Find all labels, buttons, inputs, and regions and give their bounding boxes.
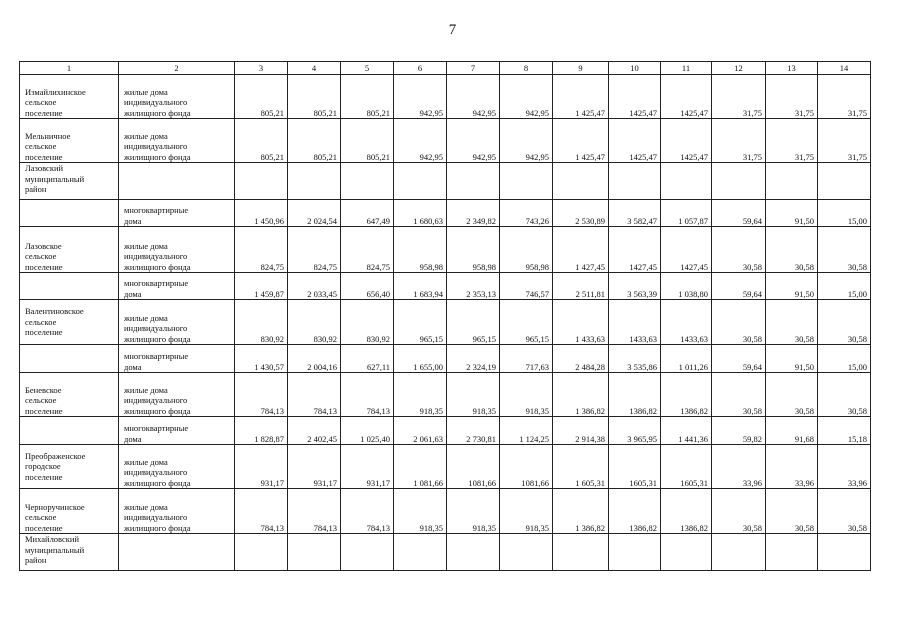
value-cell: 1 057,87 [661, 200, 712, 227]
value-cell: 1 828,87 [235, 417, 288, 445]
table-row [20, 75, 871, 119]
value-cell: 2 024,54 [288, 200, 341, 227]
value-cell [235, 163, 288, 200]
settlement-name-cell [20, 417, 119, 445]
housing-type-cell [119, 534, 235, 571]
housing-type-cell: многоквартирные дома [119, 417, 235, 445]
value-cell: 1 425,47 [553, 119, 609, 163]
value-cell: 2 033,45 [288, 273, 341, 300]
value-cell: 942,95 [500, 119, 553, 163]
value-cell: 1605,31 [661, 445, 712, 489]
value-cell: 1 683,94 [394, 273, 447, 300]
column-header: 11 [661, 62, 712, 75]
value-cell: 1081,66 [447, 445, 500, 489]
value-cell: 30,58 [818, 373, 871, 417]
value-cell: 1427,45 [609, 227, 661, 273]
settlement-name-cell: Беневское сельское поселение [20, 373, 119, 417]
value-cell: 958,98 [394, 227, 447, 273]
column-header: 10 [609, 62, 661, 75]
value-cell: 1433,63 [661, 300, 712, 345]
settlement-name-cell: Валентиновское сельское поселение [20, 300, 119, 345]
value-cell: 942,95 [500, 75, 553, 119]
value-cell: 1 459,87 [235, 273, 288, 300]
value-cell: 656,40 [341, 273, 394, 300]
column-header: 5 [341, 62, 394, 75]
value-cell [341, 163, 394, 200]
value-cell: 1386,82 [609, 489, 661, 534]
value-cell: 30,58 [818, 300, 871, 345]
value-cell: 717,63 [500, 345, 553, 373]
value-cell [609, 163, 661, 200]
settlement-name-cell [20, 273, 119, 300]
value-cell: 965,15 [500, 300, 553, 345]
value-cell: 784,13 [341, 373, 394, 417]
column-header: 4 [288, 62, 341, 75]
value-cell: 746,57 [500, 273, 553, 300]
value-cell: 30,58 [712, 489, 766, 534]
value-cell [712, 534, 766, 571]
value-cell: 743,26 [500, 200, 553, 227]
table-row [20, 300, 871, 345]
value-cell: 1425,47 [661, 75, 712, 119]
table-row [20, 227, 871, 273]
value-cell: 805,21 [235, 119, 288, 163]
value-cell: 1427,45 [661, 227, 712, 273]
value-cell: 3 582,47 [609, 200, 661, 227]
value-cell: 830,92 [288, 300, 341, 345]
value-cell: 1 081,66 [394, 445, 447, 489]
value-cell: 30,58 [766, 227, 818, 273]
value-cell: 918,35 [447, 373, 500, 417]
value-cell [447, 534, 500, 571]
housing-type-cell [119, 163, 235, 200]
value-cell [661, 534, 712, 571]
value-cell: 3 535,86 [609, 345, 661, 373]
value-cell: 31,75 [766, 75, 818, 119]
table-row [20, 273, 871, 300]
value-cell: 805,21 [288, 119, 341, 163]
value-cell: 918,35 [394, 373, 447, 417]
value-cell [235, 534, 288, 571]
value-cell: 91,50 [766, 273, 818, 300]
column-header: 7 [447, 62, 500, 75]
page-number: 7 [448, 22, 457, 38]
value-cell: 805,21 [341, 119, 394, 163]
table-row [20, 445, 871, 489]
header-row [20, 62, 871, 75]
value-cell: 824,75 [341, 227, 394, 273]
value-cell: 31,75 [818, 119, 871, 163]
value-cell: 2 402,45 [288, 417, 341, 445]
table-row [20, 345, 871, 373]
value-cell: 1 427,45 [553, 227, 609, 273]
table-row [20, 119, 871, 163]
value-cell: 2 511,81 [553, 273, 609, 300]
value-cell [288, 534, 341, 571]
value-cell: 30,58 [818, 227, 871, 273]
value-cell: 918,35 [500, 373, 553, 417]
value-cell [394, 534, 447, 571]
value-cell: 2 353,13 [447, 273, 500, 300]
value-cell: 784,13 [288, 489, 341, 534]
value-cell: 31,75 [766, 119, 818, 163]
value-cell [553, 534, 609, 571]
value-cell: 824,75 [288, 227, 341, 273]
value-cell: 931,17 [341, 445, 394, 489]
value-cell: 2 914,38 [553, 417, 609, 445]
value-cell: 1425,47 [609, 75, 661, 119]
value-cell [288, 163, 341, 200]
value-cell: 918,35 [447, 489, 500, 534]
value-cell: 1605,31 [609, 445, 661, 489]
value-cell: 30,58 [766, 300, 818, 345]
value-cell [818, 534, 871, 571]
housing-type-cell: жилые дома индивидуального жилищного фонда [119, 227, 235, 273]
housing-type-cell: жилые дома индивидуального жилищного фонда [119, 373, 235, 417]
housing-type-cell: жилые дома индивидуального жилищного фонда [119, 300, 235, 345]
value-cell: 824,75 [235, 227, 288, 273]
value-cell: 931,17 [288, 445, 341, 489]
housing-type-cell: многоквартирные дома [119, 345, 235, 373]
value-cell [341, 534, 394, 571]
value-cell: 1425,47 [661, 119, 712, 163]
value-cell: 1 025,40 [341, 417, 394, 445]
settlement-name-cell: Лазовский муниципальный район [20, 163, 119, 200]
value-cell: 59,82 [712, 417, 766, 445]
value-cell [712, 163, 766, 200]
value-cell: 31,75 [712, 119, 766, 163]
value-cell: 2 484,28 [553, 345, 609, 373]
value-cell [766, 163, 818, 200]
column-header: 1 [20, 62, 119, 75]
settlement-name-cell: Преображенское городское поселение [20, 445, 119, 489]
tariff-table [19, 61, 871, 571]
value-cell: 805,21 [288, 75, 341, 119]
value-cell [500, 534, 553, 571]
column-header: 9 [553, 62, 609, 75]
value-cell [553, 163, 609, 200]
value-cell [500, 163, 553, 200]
value-cell: 1 680,63 [394, 200, 447, 227]
column-header: 3 [235, 62, 288, 75]
value-cell: 2 004,16 [288, 345, 341, 373]
housing-type-cell: жилые дома индивидуального жилищного фонда [119, 75, 235, 119]
settlement-name-cell: Мельничное сельское поселение [20, 119, 119, 163]
value-cell: 805,21 [235, 75, 288, 119]
value-cell: 1 386,82 [553, 489, 609, 534]
value-cell: 1 386,82 [553, 373, 609, 417]
table-row [20, 417, 871, 445]
value-cell: 33,96 [818, 445, 871, 489]
value-cell [818, 163, 871, 200]
value-cell: 958,98 [447, 227, 500, 273]
value-cell: 942,95 [394, 119, 447, 163]
value-cell: 647,49 [341, 200, 394, 227]
value-cell: 1 425,47 [553, 75, 609, 119]
column-header: 12 [712, 62, 766, 75]
value-cell: 1 038,80 [661, 273, 712, 300]
value-cell: 1 433,63 [553, 300, 609, 345]
value-cell: 1 124,25 [500, 417, 553, 445]
value-cell: 1 605,31 [553, 445, 609, 489]
settlement-name-cell: Черноручинское сельское поселение [20, 489, 119, 534]
value-cell [766, 534, 818, 571]
value-cell: 784,13 [341, 489, 394, 534]
value-cell: 30,58 [712, 227, 766, 273]
value-cell: 830,92 [235, 300, 288, 345]
value-cell [661, 163, 712, 200]
column-header: 13 [766, 62, 818, 75]
value-cell: 918,35 [500, 489, 553, 534]
value-cell: 1 655,00 [394, 345, 447, 373]
settlement-name-cell [20, 345, 119, 373]
column-header: 14 [818, 62, 871, 75]
value-cell: 784,13 [235, 489, 288, 534]
value-cell: 30,58 [712, 373, 766, 417]
settlement-name-cell: Измайлихинское сельское поселение [20, 75, 119, 119]
value-cell: 1 430,57 [235, 345, 288, 373]
table-row [20, 373, 871, 417]
value-cell: 30,58 [766, 373, 818, 417]
value-cell: 30,58 [766, 489, 818, 534]
value-cell: 3 965,95 [609, 417, 661, 445]
value-cell [609, 534, 661, 571]
value-cell: 942,95 [394, 75, 447, 119]
value-cell: 1425,47 [609, 119, 661, 163]
value-cell: 805,21 [341, 75, 394, 119]
housing-type-cell: жилые дома индивидуального жилищного фонда [119, 489, 235, 534]
value-cell: 2 730,81 [447, 417, 500, 445]
value-cell: 15,00 [818, 273, 871, 300]
value-cell: 2 530,89 [553, 200, 609, 227]
column-header: 6 [394, 62, 447, 75]
settlement-name-cell: Михайловский муниципальный район [20, 534, 119, 571]
value-cell: 91,50 [766, 200, 818, 227]
value-cell: 30,58 [712, 300, 766, 345]
value-cell: 1386,82 [609, 373, 661, 417]
value-cell: 2 324,19 [447, 345, 500, 373]
value-cell: 2 061,63 [394, 417, 447, 445]
value-cell: 784,13 [235, 373, 288, 417]
value-cell: 31,75 [818, 75, 871, 119]
value-cell: 3 563,39 [609, 273, 661, 300]
value-cell: 627,11 [341, 345, 394, 373]
settlement-name-cell: Лазовское сельское поселение [20, 227, 119, 273]
value-cell: 30,58 [818, 489, 871, 534]
value-cell: 942,95 [447, 119, 500, 163]
value-cell: 59,64 [712, 200, 766, 227]
table-row [20, 489, 871, 534]
value-cell: 965,15 [447, 300, 500, 345]
value-cell: 59,64 [712, 273, 766, 300]
value-cell: 59,64 [712, 345, 766, 373]
value-cell: 1433,63 [609, 300, 661, 345]
value-cell: 784,13 [288, 373, 341, 417]
table-row [20, 163, 871, 200]
value-cell: 1 441,36 [661, 417, 712, 445]
value-cell: 918,35 [394, 489, 447, 534]
value-cell: 830,92 [341, 300, 394, 345]
column-header: 8 [500, 62, 553, 75]
value-cell: 91,50 [766, 345, 818, 373]
value-cell: 958,98 [500, 227, 553, 273]
value-cell: 15,00 [818, 200, 871, 227]
value-cell: 942,95 [447, 75, 500, 119]
housing-type-cell: жилые дома индивидуального жилищного фонда [119, 445, 235, 489]
value-cell: 1386,82 [661, 489, 712, 534]
table-row [20, 200, 871, 227]
value-cell: 965,15 [394, 300, 447, 345]
value-cell [447, 163, 500, 200]
housing-type-cell: многоквартирные дома [119, 200, 235, 227]
value-cell: 33,96 [766, 445, 818, 489]
value-cell: 931,17 [235, 445, 288, 489]
value-cell: 1081,66 [500, 445, 553, 489]
settlement-name-cell [20, 200, 119, 227]
value-cell: 91,68 [766, 417, 818, 445]
value-cell [394, 163, 447, 200]
housing-type-cell: жилые дома индивидуального жилищного фонда [119, 119, 235, 163]
value-cell: 1 011,26 [661, 345, 712, 373]
table-row [20, 534, 871, 571]
column-header: 2 [119, 62, 235, 75]
value-cell: 15,00 [818, 345, 871, 373]
housing-type-cell: многоквартирные дома [119, 273, 235, 300]
value-cell: 33,96 [712, 445, 766, 489]
value-cell: 1386,82 [661, 373, 712, 417]
value-cell: 31,75 [712, 75, 766, 119]
value-cell: 1 450,96 [235, 200, 288, 227]
value-cell: 15,18 [818, 417, 871, 445]
table-body [20, 75, 871, 571]
value-cell: 2 349,82 [447, 200, 500, 227]
